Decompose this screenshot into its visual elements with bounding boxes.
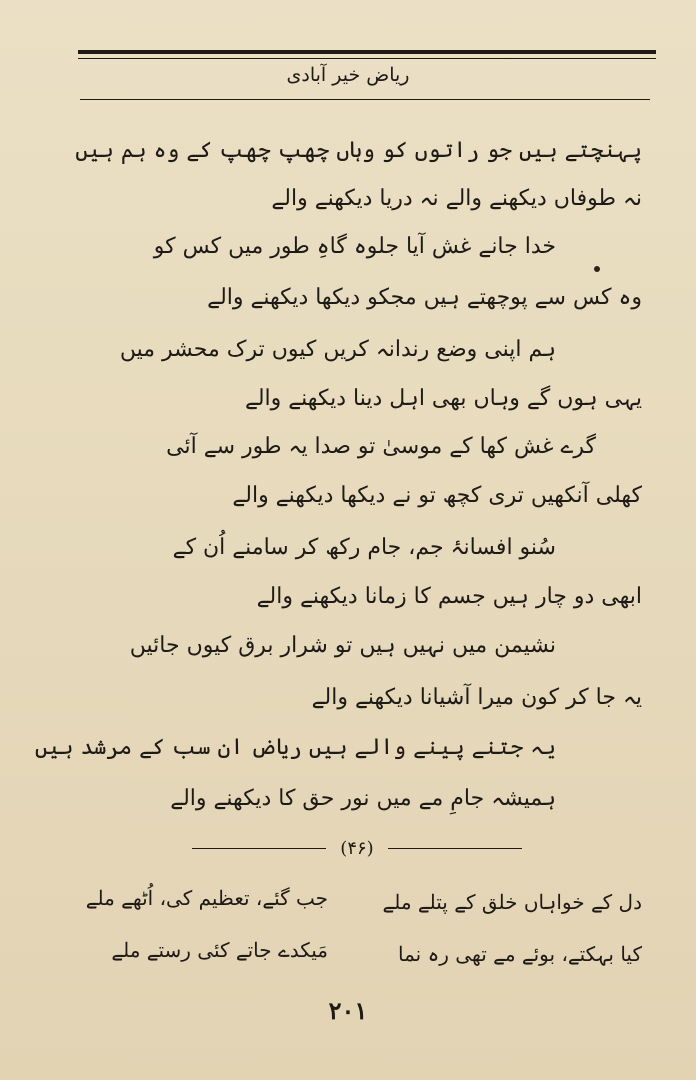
page-number: ۲۰۱ xyxy=(328,996,368,1025)
ghazal-line: وہ کس سے پوچھتے ہیں مجکو دیکھا دیکھنے والے xyxy=(207,285,642,310)
ghazal-line: نشیمن میں نہیں ہیں تو شرار برق کیوں جائیں xyxy=(129,633,556,658)
ghazal-line: ہمیشہ جامِ مے میں نور حق کا دیکھنے والے xyxy=(170,786,556,811)
header-under-rule xyxy=(80,99,650,100)
couplet-second-misra: جب گئے، تعظیم کی، اُٹھے ملے xyxy=(85,886,328,910)
ghazal-line: کھلی آنکھیں تری کچھ تو نے دیکھا دیکھنے والے xyxy=(232,483,642,508)
couplet-first-misra: کیا بہکتے، بوئے مے تھی رہ نما xyxy=(397,942,642,966)
running-head: ریاض خیر آبادی xyxy=(286,64,410,86)
folio-rule-left xyxy=(192,848,326,849)
ghazal-line: گرے غش کھا کے موسیٰ تو صدا یہ طور سے آئی xyxy=(166,434,596,459)
couplet-first-misra: دل کے خواہاں خلق کے پتلے ملے xyxy=(382,890,642,914)
folio-mark: (۴۶) xyxy=(340,838,374,859)
ghazal-line: نہ طوفاں دیکھنے والے نہ دریا دیکھنے والے xyxy=(271,186,642,211)
ghazal-line: سُنو افسانۂ جم، جام رکھ کر سامنے اُن کے xyxy=(172,535,556,560)
header-thin-rule xyxy=(78,58,656,59)
header-double-rule xyxy=(78,50,656,54)
ghazal-line: ہم اپنی وضع رندانہ کریں کیوں ترک محشر میں xyxy=(119,337,556,362)
ghazal-line: یہ جا کر کون میرا آشیانا دیکھنے والے xyxy=(311,685,642,710)
ghazal-line: خدا جانے غش آیا جلوہ گاہِ طور میں کس کو xyxy=(153,234,556,259)
ink-speck xyxy=(594,266,600,272)
ghazal-line: یہی ہوں گے وہاں بھی اہل دینا دیکھنے والے xyxy=(244,386,642,411)
ghazal-line: ابھی دو چار ہیں جسم کا زمانا دیکھنے والے xyxy=(256,584,642,609)
ghazal-line: یہ جتنے پینے والے ہیں ریاض ان سب کے مرشد ہیں xyxy=(34,735,556,760)
ghazal-line: پہنچتے ہیں جو راتوں کو وہاں چھپ چھپ کے وہ ہم ہیں xyxy=(75,138,642,163)
folio-rule-right xyxy=(388,848,522,849)
couplet-second-misra: مَیکدے جاتے کئی رستے ملے xyxy=(111,938,328,962)
